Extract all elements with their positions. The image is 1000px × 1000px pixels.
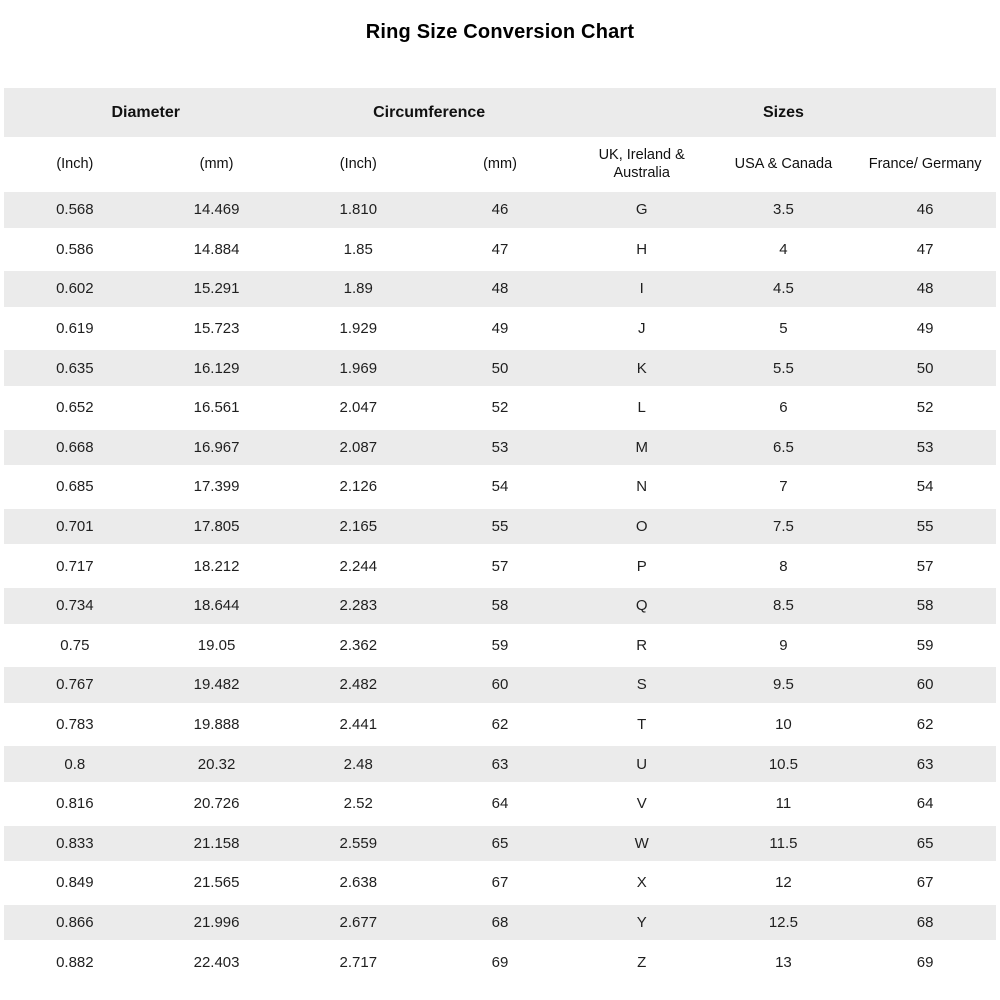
page-title: Ring Size Conversion Chart: [365, 21, 635, 43]
table-cell: J: [637, 320, 646, 338]
table-cell: 6: [779, 399, 788, 417]
table-cell: 62: [491, 716, 509, 734]
table-cell: 20.32: [197, 755, 236, 773]
table-cell: 52: [916, 399, 934, 417]
table-cell: 12.5: [768, 913, 799, 931]
table-cell: 46: [916, 201, 934, 219]
table-cell: 2.244: [339, 557, 378, 575]
table-cell: 0.652: [56, 399, 94, 417]
table-cell: 2.165: [339, 518, 378, 536]
table-cell: 50: [916, 359, 934, 377]
table-cell: 21.565: [193, 874, 240, 892]
table-cell: 14.884: [193, 240, 240, 258]
table-cell: Y: [636, 913, 647, 931]
table-cell: N: [636, 478, 648, 496]
table-cell: 18.212: [193, 557, 240, 575]
column-header-row: [4, 137, 996, 190]
table-row: [4, 824, 996, 864]
table-cell: 2.717: [339, 953, 378, 971]
table-cell: Q: [635, 597, 648, 615]
table-row: [4, 665, 996, 705]
table-cell: R: [636, 636, 648, 654]
table-cell: 0.701: [56, 518, 94, 536]
table-cell: 1.85: [343, 240, 373, 258]
table-cell: 0.619: [56, 320, 94, 338]
table-cell: P: [636, 557, 647, 575]
table-cell: 16.129: [193, 359, 240, 377]
table-cell: 0.75: [60, 636, 90, 654]
col-header-diameter-mm: (mm): [199, 155, 234, 172]
table-cell: 20.726: [193, 795, 240, 813]
table-cell: 4.5: [772, 280, 794, 298]
table-cell: 49: [916, 320, 934, 338]
table-cell: 2.482: [339, 676, 378, 694]
table-cell: 53: [491, 438, 509, 456]
table-cell: K: [636, 359, 647, 377]
table-cell: T: [637, 716, 647, 734]
table-cell: 60: [491, 676, 509, 694]
table-row: [4, 942, 996, 982]
table-cell: 14.469: [193, 201, 240, 219]
group-header-sizes: Sizes: [762, 103, 804, 121]
table-cell: I: [639, 280, 644, 298]
table-cell: 11: [775, 795, 792, 813]
table-cell: 60: [916, 676, 934, 694]
table-body: [4, 190, 996, 982]
table-cell: 0.668: [56, 438, 94, 456]
table-cell: 0.602: [56, 280, 94, 298]
table-cell: 47: [491, 240, 509, 258]
table-row: [4, 348, 996, 388]
table-cell: M: [635, 438, 648, 456]
table-cell: 2.677: [339, 913, 378, 931]
table-cell: 7.5: [772, 518, 794, 536]
table-cell: 2.047: [339, 399, 378, 417]
table-cell: 0.635: [56, 359, 94, 377]
table-cell: 17.399: [193, 478, 240, 496]
table-row: [4, 269, 996, 309]
table-row: [4, 467, 996, 507]
table-cell: 9: [779, 636, 788, 654]
table-cell: 64: [916, 795, 934, 813]
table-cell: 62: [916, 716, 934, 734]
table-cell: 0.717: [56, 557, 94, 575]
table-cell: 67: [916, 874, 934, 892]
table-row: [4, 744, 996, 784]
table-cell: 65: [491, 834, 509, 852]
table-cell: 50: [491, 359, 509, 377]
table-cell: 48: [916, 280, 934, 298]
table-cell: 2.52: [343, 795, 373, 813]
group-header-circumference: Circumference: [373, 103, 486, 121]
table-cell: 0.586: [56, 240, 94, 258]
table-cell: 16.561: [193, 399, 240, 417]
table-cell: Z: [637, 953, 647, 971]
table-cell: 2.362: [339, 636, 378, 654]
table-cell: L: [637, 399, 646, 417]
table-row: [4, 626, 996, 666]
table-cell: 4: [779, 240, 788, 258]
table-cell: 58: [916, 597, 934, 615]
table-cell: 8: [779, 557, 788, 575]
table-row: [4, 309, 996, 349]
table-cell: 3.5: [772, 201, 794, 219]
table-cell: 2.441: [339, 716, 378, 734]
table-cell: W: [634, 834, 649, 852]
table-cell: 0.734: [56, 597, 94, 615]
table-cell: 16.967: [193, 438, 240, 456]
table-cell: 55: [916, 518, 934, 536]
table-cell: 11.5: [769, 834, 798, 852]
table-cell: 13: [775, 953, 792, 971]
ring-size-table: [4, 88, 996, 982]
table-cell: 1.929: [339, 320, 378, 338]
table-cell: 54: [491, 478, 509, 496]
table-cell: 68: [491, 913, 509, 931]
table-cell: 17.805: [193, 518, 240, 536]
table-cell: U: [636, 755, 648, 773]
table-cell: 9.5: [772, 676, 794, 694]
table-cell: 7: [779, 478, 788, 496]
table-cell: 58: [491, 597, 509, 615]
table-row: [4, 507, 996, 547]
table-cell: 0.767: [56, 676, 94, 694]
col-header-uk-ireland-australia: UK, Ireland & Australia: [598, 146, 685, 181]
table-cell: 57: [916, 557, 934, 575]
table-cell: H: [636, 240, 648, 258]
table-cell: 59: [491, 636, 509, 654]
table-cell: 54: [916, 478, 934, 496]
table-cell: 15.723: [193, 320, 240, 338]
table-cell: 0.783: [56, 716, 94, 734]
table-cell: 5: [779, 320, 788, 338]
group-header-row: [4, 88, 996, 137]
table-cell: 69: [491, 953, 509, 971]
table-cell: 0.882: [56, 953, 94, 971]
table-row: [4, 863, 996, 903]
table-row: [4, 546, 996, 586]
table-cell: 0.866: [56, 913, 94, 931]
table-cell: 19.05: [197, 636, 236, 654]
table-cell: 52: [491, 399, 509, 417]
table-cell: 47: [916, 240, 934, 258]
table-cell: 0.8: [64, 755, 86, 773]
table-row: [4, 428, 996, 468]
table-cell: 0.568: [56, 201, 94, 219]
table-cell: 48: [491, 280, 509, 298]
table-cell: 0.685: [56, 478, 94, 496]
col-header-circumference-mm: (mm): [483, 155, 517, 172]
table-cell: 2.283: [339, 597, 378, 615]
col-header-france-germany: France/ Germany: [868, 155, 982, 172]
table-cell: 2.087: [339, 438, 378, 456]
table-cell: 12: [775, 874, 792, 892]
table-cell: 2.48: [343, 755, 373, 773]
table-cell: 0.833: [56, 834, 94, 852]
table-cell: 6.5: [772, 438, 794, 456]
table-cell: 10: [775, 716, 792, 734]
col-header-diameter-inch: (Inch): [56, 155, 94, 172]
table-cell: V: [636, 795, 647, 813]
table-cell: 10.5: [768, 755, 799, 773]
col-header-circumference-inch: (Inch): [339, 155, 377, 172]
table-cell: 69: [916, 953, 934, 971]
table-cell: 2.126: [339, 478, 378, 496]
table-cell: 57: [491, 557, 509, 575]
table-cell: 0.816: [56, 795, 94, 813]
table-cell: 59: [916, 636, 934, 654]
table-cell: 65: [916, 834, 934, 852]
col-header-usa-canada: USA & Canada: [734, 155, 833, 172]
table-cell: 18.644: [193, 597, 240, 615]
table-cell: G: [635, 201, 648, 219]
table-row: [4, 586, 996, 626]
table-cell: 64: [491, 795, 509, 813]
table-row: [4, 705, 996, 745]
table-cell: 49: [491, 320, 509, 338]
table-cell: 0.849: [56, 874, 94, 892]
table-cell: 63: [916, 755, 934, 773]
table-cell: 22.403: [193, 953, 240, 971]
table-cell: 1.969: [339, 359, 378, 377]
table-cell: X: [636, 874, 647, 892]
table-cell: 1.89: [343, 280, 373, 298]
table-row: [4, 903, 996, 943]
table-row: [4, 230, 996, 270]
table-cell: 53: [916, 438, 934, 456]
table-cell: O: [635, 518, 648, 536]
table-cell: 55: [491, 518, 509, 536]
table-cell: 19.482: [193, 676, 240, 694]
table-row: [4, 388, 996, 428]
table-cell: S: [636, 676, 647, 694]
table-cell: 68: [916, 913, 934, 931]
table-cell: 2.638: [339, 874, 378, 892]
table-cell: 8.5: [772, 597, 794, 615]
table-row: [4, 784, 996, 824]
table-cell: 63: [491, 755, 509, 773]
table-cell: 15.291: [193, 280, 240, 298]
table-cell: 1.810: [339, 201, 378, 219]
table-cell: 19.888: [193, 716, 240, 734]
table-cell: 5.5: [772, 359, 794, 377]
table-cell: 21.158: [193, 834, 240, 852]
group-header-diameter: Diameter: [111, 103, 180, 121]
table-cell: 21.996: [193, 913, 240, 931]
table-cell: 46: [491, 201, 509, 219]
table-row: [4, 190, 996, 230]
table-cell: 67: [491, 874, 509, 892]
table-cell: 2.559: [339, 834, 378, 852]
